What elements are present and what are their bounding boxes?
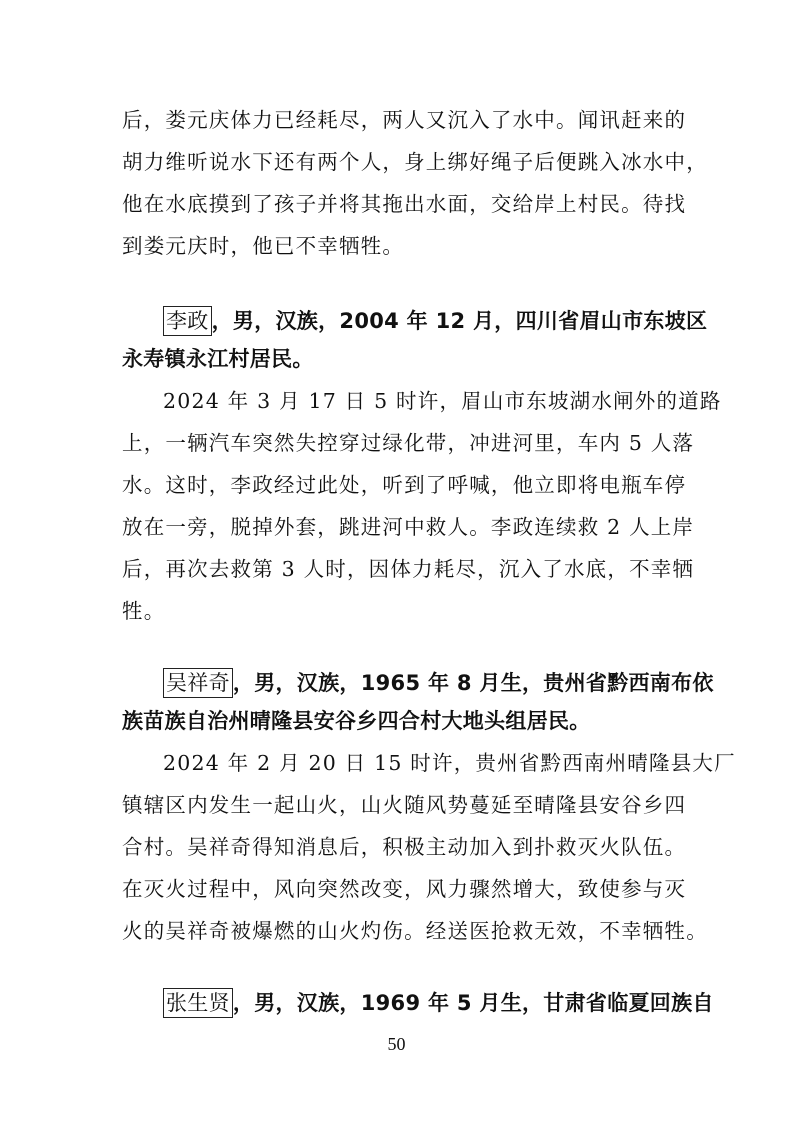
- entry-heading: [163, 306, 708, 336]
- paragraph-line: 后，再次去救第 3 人时，因体力耗尽，沉入了水底，不幸牺: [122, 557, 695, 581]
- paragraph-line: 水。这时，李政经过此处，听到了呼喊，他立即将电瓶车停: [122, 473, 687, 497]
- entry-heading-continuation: 永寿镇永江村居民。: [122, 347, 314, 371]
- page-number: 50: [387, 1034, 406, 1054]
- person-name-box: 吴祥奇: [163, 668, 233, 698]
- paragraph-line: 镇辖区内发生一起山火，山火随风势蔓延至晴隆县安谷乡四: [122, 793, 687, 817]
- entry-heading-text: ，男，汉族，1965 年 8 月生，贵州省黔西南布依: [232, 671, 714, 695]
- entry-heading-text: ，男，汉族，1969 年 5 月生，甘肃省临夏回族自: [232, 991, 714, 1015]
- paragraph-line: 牲。: [122, 599, 166, 623]
- entry-heading: [163, 988, 714, 1018]
- paragraph-line: 上，一辆汽车突然失控穿过绿化带，冲进河里，车内 5 人落: [122, 431, 695, 455]
- person-name-box: 李政: [163, 306, 212, 336]
- paragraph-line: 他在水底摸到了孩子并将其拖出水面，交给岸上村民。待找: [122, 192, 687, 216]
- paragraph-line: 2024 年 2 月 20 日 15 时许，贵州省黔西南州晴隆县大厂: [163, 751, 736, 775]
- entry-heading-continuation: 族苗族自治州晴隆县安谷乡四合村大地头组居民。: [122, 709, 591, 733]
- paragraph-line: 2024 年 3 月 17 日 5 时许，眉山市东坡湖水闸外的道路: [163, 389, 722, 413]
- paragraph-line: 合村。吴祥奇得知消息后，积极主动加入到扑救灭火队伍。: [122, 835, 687, 859]
- paragraph-line: 火的吴祥奇被爆燃的山火灼伤。经送医抢救无效，不幸牺牲。: [122, 919, 708, 943]
- paragraph-line: 胡力维听说水下还有两个人，身上绑好绳子后便跳入冰水中，: [122, 150, 708, 174]
- person-name-box: 张生贤: [163, 988, 233, 1018]
- paragraph-line: 后，娄元庆体力已经耗尽，两人又沉入了水中。闻讯赶来的: [122, 108, 687, 132]
- entry-heading-text: ，男，汉族，2004 年 12 月，四川省眉山市东坡区: [211, 309, 708, 333]
- paragraph-line: 到娄元庆时，他已不幸牺牲。: [122, 234, 405, 258]
- paragraph-line: 在灭火过程中，风向突然改变，风力骤然增大，致使参与灭: [122, 877, 687, 901]
- paragraph-line: 放在一旁，脱掉外套，跳进河中救人。李政连续救 2 人上岸: [122, 515, 695, 539]
- entry-heading: [163, 668, 714, 698]
